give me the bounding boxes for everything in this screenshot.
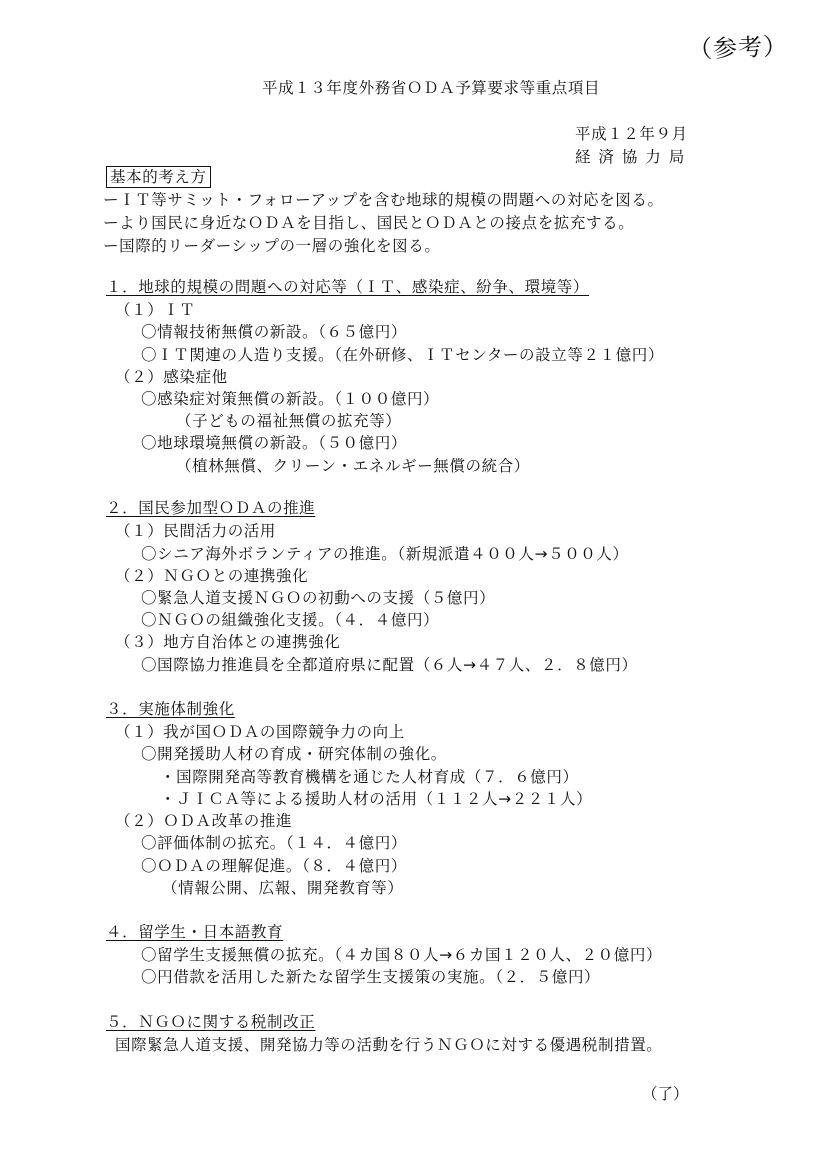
section-3-item: ・国際開発高等教育機構を通じた人材育成（７．６億円） (160, 768, 579, 786)
section-3-item: （情報公開、広報、開発教育等） (162, 879, 404, 897)
section-3-heading: ３．実施体制強化 (106, 700, 235, 718)
section-3-item: （２）ＯＤＡ改革の推進 (115, 812, 293, 830)
document-title: 平成１３年度外務省ＯＤＡ予算要求等重点項目 (262, 79, 601, 97)
basic-approach-line: ーより国民に身近なＯＤＡを目指し、国民とＯＤＡとの接点を拡充する。 (103, 214, 635, 232)
basic-approach-heading: 基本的考え方 (106, 166, 211, 188)
section-1-item: 〇情報技術無償の新設。（６５億円） (141, 323, 407, 341)
section-2-heading: ２．国民参加型ＯＤＡの推進 (106, 499, 316, 517)
basic-approach-line: ーＩＴ等サミット・フォローアップを含む地球的規模の問題への対応を図る。 (103, 191, 664, 209)
issuing-bureau: 経 済 協 力 局 (575, 148, 686, 166)
section-3-item: ・ＪＩＣＡ等による援助人材の活用（１１２人→２２１人） (160, 790, 593, 808)
section-3-item: 〇ＯＤＡの理解促進。（８．４億円） (141, 857, 407, 875)
section-3-item: 〇評価体制の拡充。（１４．４億円） (141, 834, 407, 852)
section-3-item: 〇開発援助人材の育成・研究体制の強化。 (141, 745, 447, 763)
section-1-item: （植林無償、クリーン・エネルギー無償の統合） (176, 457, 530, 475)
document-date: 平成１２年９月 (575, 125, 688, 143)
section-2-item: （３）地方自治体との連携強化 (115, 633, 341, 651)
handwritten-reference-note: （参考） (687, 32, 789, 64)
section-2-item: （２）ＮＧＯとの連携強化 (115, 567, 309, 585)
section-5-item: 国際緊急人道支援、開発協力等の活動を行うＮＧＯに対する優遇税制措置。 (115, 1036, 663, 1054)
section-2-item: （１）民間活力の活用 (115, 522, 277, 540)
section-1-item: （２）感染症他 (115, 368, 228, 386)
section-1-heading: １．地球的規模の問題への対応等（ＩＴ、感染症、紛争、環境等） (106, 278, 590, 296)
section-5-heading: ５．ＮＧＯに関する税制改正 (106, 1013, 316, 1031)
section-2-item: 〇緊急人道支援ＮＧＯの初動への支援（５億円） (141, 589, 496, 607)
section-4-heading: ４．留学生・日本語教育 (106, 923, 284, 941)
basic-approach-line: ー国際的リーダーシップの一層の強化を図る。 (103, 237, 441, 255)
section-2-item: 〇国際協力推進員を全都道府県に配置（６人→４７人、２．８億円） (141, 656, 638, 674)
section-1-item: 〇地球環境無償の新設。（５０億円） (141, 434, 407, 452)
end-mark: （了） (642, 1085, 689, 1103)
section-4-item: 〇留学生支援無償の拡充。（４カ国８０人→６カ国１２０人、２０億円） (141, 946, 663, 964)
section-1-item: 〇ＩＴ関連の人造り支援。（在外研修、ＩＴセンターの設立等２１億円） (141, 346, 664, 364)
section-2-item: 〇ＮＧＯの組織強化支援。（４．４億円） (141, 611, 440, 629)
section-1-item: （子どもの福祉無償の拡充等） (176, 412, 402, 430)
section-1-item: （１）ＩＴ (115, 301, 196, 319)
section-4-item: 〇円借款を活用した新たな留学生支援策の実施。（２．５億円） (141, 968, 601, 986)
section-2-item: 〇シニア海外ボランティアの推進。（新規派遣４００人→５００人） (141, 545, 629, 563)
section-1-item: 〇感染症対策無償の新設。（１００億円） (141, 390, 440, 408)
section-3-item: （１）我が国ＯＤＡの国際競争力の向上 (115, 723, 405, 741)
